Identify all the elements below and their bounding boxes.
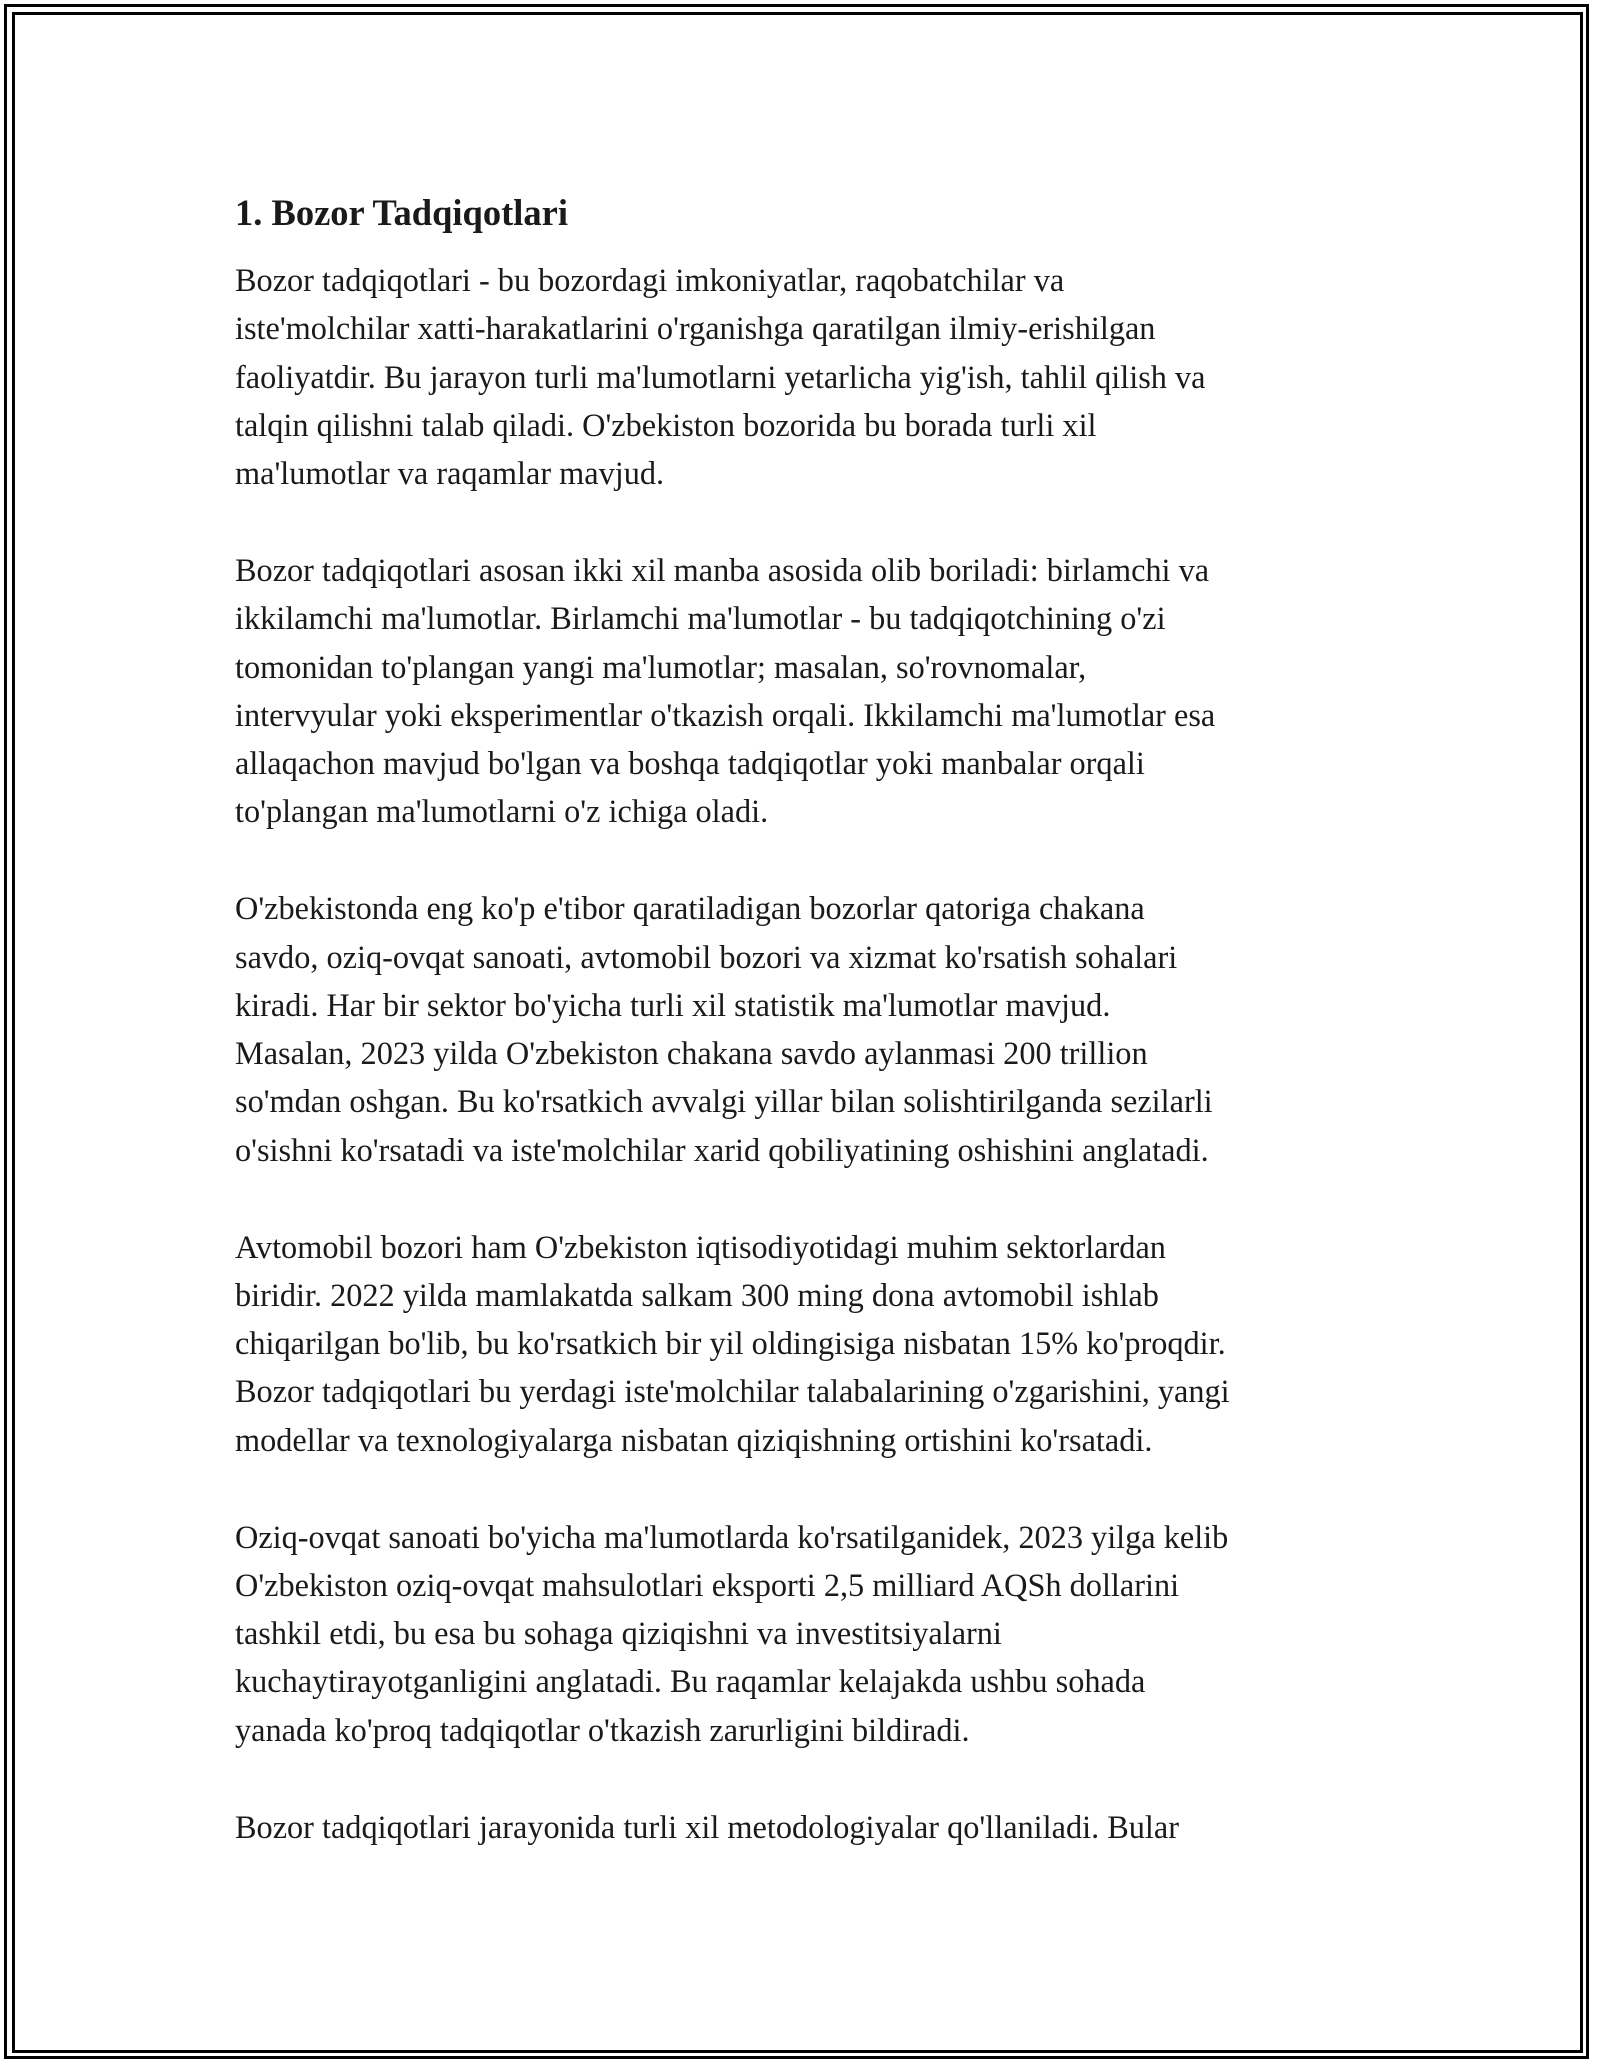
section-heading: 1. Bozor Tadqiqotlari xyxy=(235,192,568,233)
paragraph-food-industry xyxy=(235,1513,1385,1754)
text-line: Avtomobil bozori ham O'zbekiston iqtisodiyotidagi muhim sektorlardan xyxy=(235,1228,1166,1265)
text-line: savdo, oziq-ovqat sanoati, avtomobil bozori va xizmat ko'rsatish sohalari xyxy=(235,938,1178,975)
text-line: modellar va texnologiyalarga nisbatan qiziqishning ortishini ko'rsatadi. xyxy=(235,1421,1153,1458)
text-line: ma'lumotlar va raqamlar mavjud. xyxy=(235,455,665,492)
text-line: talqin qilishni talab qiladi. O'zbekiston bozorida bu borada turli xil xyxy=(235,406,1097,443)
text-line: chiqarilgan bo'lib, bu ko'rsatkich bir yil oldingisiga nisbatan 15% ko'proqdir. xyxy=(235,1325,1226,1362)
text-line: iste'molchilar xatti-harakatlarini o'rganishga qaratilgan ilmiy-erishilgan xyxy=(235,310,1156,347)
text-line: Oziq-ovqat sanoati bo'yicha ma'lumotlarda ko'rsatilganidek, 2023 yilga kelib xyxy=(235,1518,1229,1555)
text-line: so'mdan oshgan. Bu ko'rsatkich avvalgi yillar bilan solishtirilganda sezilarli xyxy=(235,1083,1213,1120)
text-line: kuchaytirayotganligini anglatadi. Bu raqamlar kelajakda ushbu sohada xyxy=(235,1663,1146,1700)
text-line: Bozor tadqiqotlari asosan ikki xil manba asosida olib boriladi: birlamchi va xyxy=(235,551,1210,588)
text-line: Masalan, 2023 yilda O'zbekiston chakana savdo aylanmasi 200 trillion xyxy=(235,1035,1148,1072)
document-body xyxy=(235,186,1385,1899)
text-line: Bozor tadqiqotlari bu yerdagi iste'molchilar talabalarining o'zgarishini, yangi xyxy=(235,1373,1230,1410)
text-line: Bozor tadqiqotlari jarayonida turli xil metodologiyalar qo'llaniladi. Bular xyxy=(235,1808,1179,1845)
text-line: O'zbekiston oziq-ovqat mahsulotlari eksporti 2,5 milliard AQSh dollarini xyxy=(235,1566,1180,1603)
paragraph-automotive xyxy=(235,1223,1385,1464)
text-line: allaqachon mavjud bo'lgan va boshqa tadqiqotlar yoki manbalar orqali xyxy=(235,745,1145,782)
paragraph-intro xyxy=(235,256,1385,497)
text-line: ikkilamchi ma'lumotlar. Birlamchi ma'lumotlar - bu tadqiqotchining o'zi xyxy=(235,600,1166,637)
text-line: tomonidan to'plangan yangi ma'lumotlar; masalan, so'rovnomalar, xyxy=(235,648,1087,685)
paragraph-methodologies xyxy=(235,1803,1385,1851)
text-line: o'sishni ko'rsatadi va iste'molchilar xarid qobiliyatining oshishini anglatadi. xyxy=(235,1131,1209,1168)
paragraph-data-sources xyxy=(235,546,1385,836)
text-line: faoliyatdir. Bu jarayon turli ma'lumotlarni yetarlicha yig'ish, tahlil qilish va xyxy=(235,358,1206,395)
text-line: intervyular yoki eksperimentlar o'tkazish orqali. Ikkilamchi ma'lumotlar esa xyxy=(235,696,1216,733)
text-line: O'zbekistonda eng ko'p e'tibor qaratiladigan bozorlar qatoriga chakana xyxy=(235,890,1145,927)
paragraph-key-markets xyxy=(235,884,1385,1174)
text-line: tashkil etdi, bu esa bu sohaga qiziqishni va investitsiyalarni xyxy=(235,1615,1002,1652)
text-line: biridir. 2022 yilda mamlakatda salkam 300 ming dona avtomobil ishlab xyxy=(235,1276,1159,1313)
text-line: to'plangan ma'lumotlarni o'z ichiga oladi. xyxy=(235,793,769,830)
text-line: Bozor tadqiqotlari - bu bozordagi imkoniyatlar, raqobatchilar va xyxy=(235,262,1065,298)
text-line: yanada ko'proq tadqiqotlar o'tkazish zarurligini bildiradi. xyxy=(235,1711,970,1748)
text-line: kiradi. Har bir sektor bo'yicha turli xil statistik ma'lumotlar mavjud. xyxy=(235,986,1111,1023)
